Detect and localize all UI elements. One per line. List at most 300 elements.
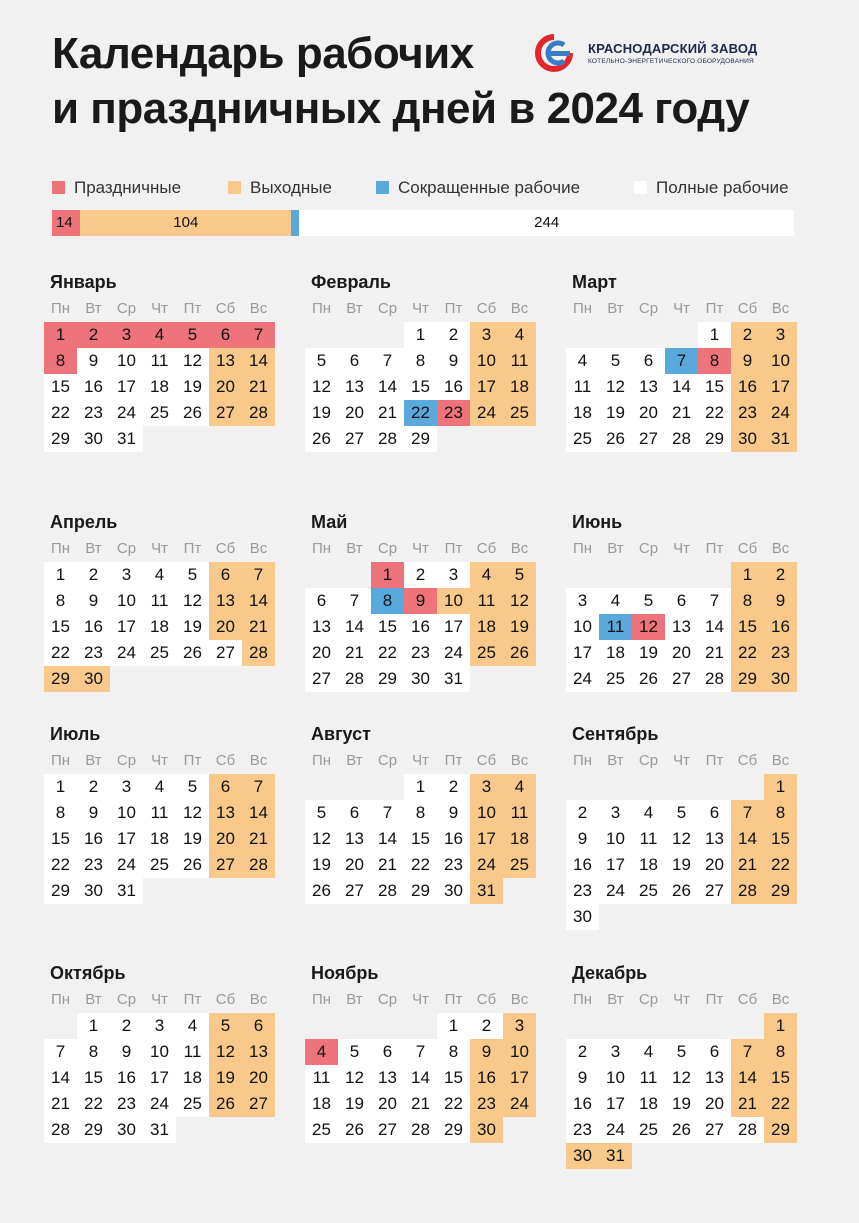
day-cell-weekend: 4 bbox=[503, 322, 536, 348]
day-cell-workday: 14 bbox=[371, 826, 404, 852]
day-cell-workday: 9 bbox=[77, 588, 110, 614]
day-cell-workday: 29 bbox=[404, 426, 437, 452]
day-cell-weekend: 24 bbox=[470, 852, 503, 878]
weekday-header: Вт bbox=[85, 752, 102, 769]
day-cell-weekend: 24 bbox=[503, 1091, 536, 1117]
weekday-header: Чт bbox=[673, 752, 690, 769]
day-cell-workday: 16 bbox=[110, 1065, 143, 1091]
day-cell-workday: 10 bbox=[143, 1039, 176, 1065]
weekday-header: Вт bbox=[607, 991, 624, 1008]
day-cell-workday: 16 bbox=[404, 614, 437, 640]
day-cell-workday: 31 bbox=[110, 878, 143, 904]
day-cell-workday: 25 bbox=[632, 1117, 665, 1143]
day-cell-workday: 4 bbox=[176, 1013, 209, 1039]
day-cell-workday: 11 bbox=[143, 348, 176, 374]
day-cell-workday: 20 bbox=[665, 640, 698, 666]
day-cell-weekend: 13 bbox=[209, 800, 242, 826]
day-cell-workday: 10 bbox=[599, 826, 632, 852]
legend-swatch-holiday bbox=[52, 181, 65, 194]
weekday-header: Чт bbox=[673, 540, 690, 557]
month-name: Ноябрь bbox=[311, 963, 379, 983]
weekday-header: Пт bbox=[705, 300, 724, 317]
day-cell-workday: 14 bbox=[404, 1065, 437, 1091]
day-cell-weekend: 13 bbox=[209, 348, 242, 374]
weekday-header: Ср bbox=[377, 991, 398, 1008]
weekday-header: Вс bbox=[510, 540, 529, 557]
month-name: Май bbox=[311, 512, 348, 532]
day-cell-workday: 8 bbox=[77, 1039, 110, 1065]
day-cell-workday: 25 bbox=[632, 878, 665, 904]
day-cell-weekend: 7 bbox=[731, 1039, 764, 1065]
day-cell-workday: 5 bbox=[665, 800, 698, 826]
day-cell-workday: 22 bbox=[44, 400, 77, 426]
day-cell-weekend: 2 bbox=[764, 562, 797, 588]
weekday-header: Сб bbox=[215, 300, 236, 317]
weekday-header: Вс bbox=[249, 540, 268, 557]
day-cell-workday: 11 bbox=[305, 1065, 338, 1091]
legend-label-full: Полные рабочие bbox=[656, 178, 789, 197]
legend-swatch-full bbox=[634, 181, 647, 194]
weekday-header: Вс bbox=[249, 991, 268, 1008]
day-cell-workday: 13 bbox=[305, 614, 338, 640]
title-line-1: Календарь рабочих bbox=[52, 29, 474, 78]
month-name: Февраль bbox=[311, 272, 391, 292]
day-cell-weekend: 28 bbox=[242, 640, 275, 666]
day-cell-weekend: 2 bbox=[731, 322, 764, 348]
day-cell-workday: 9 bbox=[566, 1065, 599, 1091]
day-cell-workday: 26 bbox=[665, 878, 698, 904]
weekday-header: Чт bbox=[412, 540, 429, 557]
day-cell-workday: 21 bbox=[44, 1091, 77, 1117]
day-cell-workday: 18 bbox=[632, 1091, 665, 1117]
weekday-header: Ср bbox=[377, 300, 398, 317]
day-cell-holiday: 8 bbox=[44, 348, 77, 374]
day-cell-holiday: 4 bbox=[143, 322, 176, 348]
day-cell-weekend: 7 bbox=[242, 774, 275, 800]
day-cell-workday: 26 bbox=[176, 640, 209, 666]
weekday-header: Пн bbox=[572, 752, 593, 769]
weekday-header: Ср bbox=[116, 991, 137, 1008]
day-cell-workday: 29 bbox=[698, 426, 731, 452]
day-cell-short: 8 bbox=[371, 588, 404, 614]
weekday-header: Пн bbox=[50, 300, 71, 317]
day-cell-workday: 24 bbox=[437, 640, 470, 666]
day-cell-weekend: 12 bbox=[209, 1039, 242, 1065]
day-cell-workday: 13 bbox=[371, 1065, 404, 1091]
day-cell-weekend: 24 bbox=[764, 400, 797, 426]
month-name: Январь bbox=[50, 272, 117, 292]
day-cell-weekend: 27 bbox=[209, 852, 242, 878]
day-cell-workday: 5 bbox=[305, 800, 338, 826]
weekday-header: Чт bbox=[151, 991, 168, 1008]
weekday-header: Сб bbox=[737, 300, 758, 317]
day-cell-workday: 9 bbox=[77, 348, 110, 374]
day-cell-weekend: 31 bbox=[764, 426, 797, 452]
day-cell-workday: 15 bbox=[371, 614, 404, 640]
day-cell-workday: 10 bbox=[599, 1065, 632, 1091]
day-cell-weekend: 10 bbox=[470, 348, 503, 374]
day-cell-weekend: 27 bbox=[209, 400, 242, 426]
day-cell-workday: 16 bbox=[437, 826, 470, 852]
weekday-header: Пн bbox=[311, 991, 332, 1008]
day-cell-workday: 28 bbox=[371, 878, 404, 904]
day-cell-workday: 15 bbox=[437, 1065, 470, 1091]
weekday-header: Пн bbox=[50, 991, 71, 1008]
day-cell-workday: 15 bbox=[44, 826, 77, 852]
day-cell-workday: 29 bbox=[44, 878, 77, 904]
day-cell-workday: 22 bbox=[44, 640, 77, 666]
day-cell-workday: 25 bbox=[176, 1091, 209, 1117]
day-cell-workday: 21 bbox=[371, 400, 404, 426]
day-cell-workday: 30 bbox=[77, 426, 110, 452]
day-cell-weekend: 20 bbox=[209, 374, 242, 400]
totals-label-weekend: 104 bbox=[173, 214, 199, 231]
day-cell-workday: 3 bbox=[599, 1039, 632, 1065]
day-cell-workday: 27 bbox=[698, 1117, 731, 1143]
day-cell-workday: 13 bbox=[338, 826, 371, 852]
day-cell-weekend: 16 bbox=[764, 614, 797, 640]
weekday-header: Пт bbox=[183, 540, 202, 557]
day-cell-workday: 10 bbox=[110, 588, 143, 614]
legend-full bbox=[634, 178, 789, 198]
weekday-header: Чт bbox=[151, 540, 168, 557]
legend-swatch-short bbox=[376, 181, 389, 194]
day-cell-weekend: 27 bbox=[242, 1091, 275, 1117]
weekday-header: Чт bbox=[412, 991, 429, 1008]
weekday-header: Вт bbox=[85, 300, 102, 317]
day-cell-workday: 6 bbox=[632, 348, 665, 374]
day-cell-holiday: 8 bbox=[698, 348, 731, 374]
day-cell-workday: 3 bbox=[437, 562, 470, 588]
day-cell-workday: 26 bbox=[305, 426, 338, 452]
day-cell-workday: 19 bbox=[176, 826, 209, 852]
weekday-header: Вс bbox=[249, 300, 268, 317]
day-cell-weekend: 30 bbox=[77, 666, 110, 692]
weekday-header: Ср bbox=[377, 540, 398, 557]
day-cell-workday: 25 bbox=[143, 400, 176, 426]
day-cell-workday: 21 bbox=[338, 640, 371, 666]
day-cell-workday: 4 bbox=[566, 348, 599, 374]
day-cell-workday: 26 bbox=[338, 1117, 371, 1143]
day-cell-workday: 21 bbox=[404, 1091, 437, 1117]
day-cell-workday: 6 bbox=[338, 348, 371, 374]
day-cell-workday: 22 bbox=[698, 400, 731, 426]
weekday-header: Пн bbox=[50, 752, 71, 769]
day-cell-workday: 18 bbox=[143, 374, 176, 400]
day-cell-weekend: 20 bbox=[242, 1065, 275, 1091]
weekday-header: Ср bbox=[638, 752, 659, 769]
day-cell-workday: 19 bbox=[338, 1091, 371, 1117]
day-cell-workday: 3 bbox=[110, 774, 143, 800]
legend-label-weekend: Выходные bbox=[250, 178, 332, 197]
weekday-header: Пн bbox=[311, 540, 332, 557]
day-cell-weekend: 7 bbox=[731, 800, 764, 826]
weekday-header: Вс bbox=[510, 991, 529, 1008]
day-cell-weekend: 17 bbox=[470, 374, 503, 400]
weekday-header: Пт bbox=[183, 991, 202, 1008]
day-cell-holiday: 23 bbox=[437, 400, 470, 426]
day-cell-workday: 1 bbox=[404, 774, 437, 800]
day-cell-workday: 9 bbox=[77, 800, 110, 826]
day-cell-workday: 16 bbox=[437, 374, 470, 400]
day-cell-workday: 6 bbox=[665, 588, 698, 614]
totals-bar bbox=[52, 210, 794, 236]
day-cell-workday: 5 bbox=[176, 562, 209, 588]
day-cell-workday: 17 bbox=[599, 852, 632, 878]
month-2 bbox=[305, 272, 539, 532]
day-cell-workday: 20 bbox=[371, 1091, 404, 1117]
weekday-header: Вс bbox=[771, 540, 790, 557]
day-cell-workday: 27 bbox=[698, 878, 731, 904]
day-cell-workday: 27 bbox=[209, 640, 242, 666]
totals-label-full: 244 bbox=[534, 214, 560, 231]
weekday-header: Ср bbox=[116, 752, 137, 769]
day-cell-workday: 8 bbox=[437, 1039, 470, 1065]
day-cell-weekend: 16 bbox=[731, 374, 764, 400]
day-cell-weekend: 8 bbox=[731, 588, 764, 614]
day-cell-workday: 31 bbox=[143, 1117, 176, 1143]
day-cell-workday: 24 bbox=[566, 666, 599, 692]
day-cell-workday: 17 bbox=[110, 374, 143, 400]
day-cell-weekend: 28 bbox=[242, 400, 275, 426]
day-cell-workday: 1 bbox=[437, 1013, 470, 1039]
totals-segment-holiday bbox=[52, 210, 80, 236]
day-cell-weekend: 29 bbox=[764, 1117, 797, 1143]
day-cell-weekend: 3 bbox=[470, 322, 503, 348]
day-cell-workday: 11 bbox=[566, 374, 599, 400]
day-cell-workday: 11 bbox=[632, 826, 665, 852]
day-cell-workday: 7 bbox=[404, 1039, 437, 1065]
weekday-header: Вт bbox=[346, 540, 363, 557]
day-cell-weekend: 21 bbox=[242, 826, 275, 852]
weekday-header: Чт bbox=[412, 752, 429, 769]
weekday-header: Вс bbox=[771, 991, 790, 1008]
legend bbox=[52, 178, 794, 198]
day-cell-workday: 31 bbox=[110, 426, 143, 452]
day-cell-workday: 9 bbox=[437, 800, 470, 826]
day-cell-workday: 19 bbox=[176, 374, 209, 400]
weekday-header: Пн bbox=[572, 991, 593, 1008]
day-cell-workday: 14 bbox=[698, 614, 731, 640]
day-cell-weekend: 30 bbox=[731, 426, 764, 452]
day-cell-workday: 28 bbox=[44, 1117, 77, 1143]
day-cell-workday: 28 bbox=[731, 1117, 764, 1143]
weekday-header: Сб bbox=[476, 991, 497, 1008]
day-cell-weekend: 6 bbox=[209, 562, 242, 588]
day-cell-workday: 2 bbox=[470, 1013, 503, 1039]
day-cell-holiday: 7 bbox=[242, 322, 275, 348]
day-cell-workday: 27 bbox=[632, 426, 665, 452]
day-cell-workday: 24 bbox=[110, 400, 143, 426]
day-cell-workday: 27 bbox=[371, 1117, 404, 1143]
month-name: Март bbox=[572, 272, 617, 292]
day-cell-workday: 18 bbox=[566, 400, 599, 426]
day-cell-weekend: 25 bbox=[470, 640, 503, 666]
day-cell-weekend: 11 bbox=[503, 348, 536, 374]
weekday-header: Пт bbox=[705, 991, 724, 1008]
weekday-header: Ср bbox=[116, 540, 137, 557]
logo-subtitle: КОТЕЛЬНО-ЭНЕРГЕТИЧЕСКОГО ОБОРУДОВАНИЯ bbox=[588, 58, 754, 65]
weekday-header: Чт bbox=[151, 752, 168, 769]
day-cell-weekend: 1 bbox=[764, 774, 797, 800]
day-cell-workday: 21 bbox=[371, 852, 404, 878]
day-cell-workday: 14 bbox=[371, 374, 404, 400]
day-cell-workday: 30 bbox=[437, 878, 470, 904]
day-cell-workday: 31 bbox=[437, 666, 470, 692]
day-cell-workday: 26 bbox=[665, 1117, 698, 1143]
day-cell-weekend: 8 bbox=[764, 800, 797, 826]
day-cell-workday: 4 bbox=[632, 800, 665, 826]
day-cell-workday: 24 bbox=[110, 640, 143, 666]
day-cell-workday: 10 bbox=[566, 614, 599, 640]
legend-label-short: Сокращенные рабочие bbox=[398, 178, 581, 197]
day-cell-workday: 12 bbox=[176, 348, 209, 374]
day-cell-workday: 5 bbox=[632, 588, 665, 614]
day-cell-weekend: 16 bbox=[470, 1065, 503, 1091]
weekday-header: Пт bbox=[705, 752, 724, 769]
weekday-header: Пн bbox=[572, 540, 593, 557]
month-name: Апрель bbox=[50, 512, 118, 532]
day-cell-workday: 3 bbox=[599, 800, 632, 826]
weekday-header: Вт bbox=[346, 752, 363, 769]
day-cell-weekend: 18 bbox=[503, 374, 536, 400]
day-cell-workday: 12 bbox=[176, 800, 209, 826]
day-cell-weekend: 5 bbox=[503, 562, 536, 588]
weekday-header: Пт bbox=[705, 540, 724, 557]
day-cell-weekend: 8 bbox=[764, 1039, 797, 1065]
day-cell-workday: 16 bbox=[566, 1091, 599, 1117]
day-cell-short: 7 bbox=[665, 348, 698, 374]
day-cell-workday: 14 bbox=[44, 1065, 77, 1091]
day-cell-weekend: 15 bbox=[731, 614, 764, 640]
day-cell-weekend: 6 bbox=[209, 774, 242, 800]
weekday-header: Вс bbox=[249, 752, 268, 769]
day-cell-workday: 22 bbox=[404, 852, 437, 878]
day-cell-workday: 11 bbox=[143, 588, 176, 614]
day-cell-workday: 26 bbox=[176, 400, 209, 426]
day-cell-workday: 15 bbox=[44, 614, 77, 640]
weekday-header: Чт bbox=[673, 300, 690, 317]
weekday-header: Пт bbox=[183, 752, 202, 769]
weekday-header: Вт bbox=[607, 752, 624, 769]
day-cell-workday: 19 bbox=[665, 1091, 698, 1117]
day-cell-weekend: 23 bbox=[764, 640, 797, 666]
day-cell-weekend: 30 bbox=[470, 1117, 503, 1143]
day-cell-workday: 23 bbox=[77, 400, 110, 426]
day-cell-weekend: 14 bbox=[731, 1065, 764, 1091]
day-cell-weekend: 1 bbox=[764, 1013, 797, 1039]
day-cell-workday: 16 bbox=[566, 852, 599, 878]
day-cell-workday: 24 bbox=[599, 878, 632, 904]
day-cell-weekend: 3 bbox=[503, 1013, 536, 1039]
day-cell-workday: 29 bbox=[437, 1117, 470, 1143]
weekday-header: Вс bbox=[771, 752, 790, 769]
day-cell-workday: 14 bbox=[338, 614, 371, 640]
day-cell-workday: 27 bbox=[665, 666, 698, 692]
weekday-header: Ср bbox=[638, 991, 659, 1008]
day-cell-workday: 5 bbox=[176, 774, 209, 800]
day-cell-workday: 3 bbox=[566, 588, 599, 614]
day-cell-workday: 24 bbox=[599, 1117, 632, 1143]
day-cell-weekend: 25 bbox=[503, 852, 536, 878]
month-name: Август bbox=[311, 724, 371, 744]
day-cell-workday: 15 bbox=[77, 1065, 110, 1091]
day-cell-workday: 20 bbox=[305, 640, 338, 666]
day-cell-weekend: 10 bbox=[503, 1039, 536, 1065]
day-cell-workday: 20 bbox=[698, 852, 731, 878]
day-cell-workday: 2 bbox=[77, 562, 110, 588]
day-cell-workday: 9 bbox=[566, 826, 599, 852]
month-name: Сентябрь bbox=[572, 724, 659, 744]
day-cell-weekend: 9 bbox=[470, 1039, 503, 1065]
day-cell-workday: 27 bbox=[338, 878, 371, 904]
weekday-header: Ср bbox=[638, 540, 659, 557]
day-cell-weekend: 5 bbox=[209, 1013, 242, 1039]
day-cell-workday: 1 bbox=[44, 562, 77, 588]
day-cell-workday: 24 bbox=[110, 852, 143, 878]
day-cell-workday: 13 bbox=[698, 826, 731, 852]
weekday-header: Вт bbox=[85, 540, 102, 557]
day-cell-workday: 23 bbox=[437, 852, 470, 878]
day-cell-workday: 15 bbox=[698, 374, 731, 400]
weekday-header: Вт bbox=[607, 300, 624, 317]
day-cell-weekend: 23 bbox=[731, 400, 764, 426]
day-cell-workday: 6 bbox=[698, 1039, 731, 1065]
day-cell-workday: 17 bbox=[437, 614, 470, 640]
day-cell-holiday: 3 bbox=[110, 322, 143, 348]
day-cell-workday: 25 bbox=[305, 1117, 338, 1143]
day-cell-weekend: 17 bbox=[470, 826, 503, 852]
weekday-header: Пн bbox=[572, 300, 593, 317]
day-cell-weekend: 31 bbox=[470, 878, 503, 904]
day-cell-workday: 4 bbox=[143, 562, 176, 588]
day-cell-workday: 7 bbox=[371, 348, 404, 374]
day-cell-workday: 30 bbox=[404, 666, 437, 692]
day-cell-workday: 3 bbox=[143, 1013, 176, 1039]
day-cell-weekend: 26 bbox=[503, 640, 536, 666]
day-cell-workday: 20 bbox=[632, 400, 665, 426]
weekday-header: Сб bbox=[737, 752, 758, 769]
day-cell-weekend: 22 bbox=[731, 640, 764, 666]
month-8 bbox=[305, 724, 539, 984]
day-cell-workday: 15 bbox=[404, 826, 437, 852]
day-cell-workday: 5 bbox=[338, 1039, 371, 1065]
day-cell-workday: 23 bbox=[77, 640, 110, 666]
day-cell-workday: 13 bbox=[665, 614, 698, 640]
day-cell-holiday: 1 bbox=[371, 562, 404, 588]
weekday-header: Сб bbox=[476, 752, 497, 769]
day-cell-workday: 7 bbox=[44, 1039, 77, 1065]
weekday-header: Вс bbox=[771, 300, 790, 317]
legend-swatch-weekend bbox=[228, 181, 241, 194]
month-11 bbox=[305, 963, 539, 1223]
weekday-header: Пн bbox=[311, 300, 332, 317]
day-cell-weekend: 23 bbox=[470, 1091, 503, 1117]
weekday-header: Сб bbox=[737, 540, 758, 557]
day-cell-weekend: 25 bbox=[503, 400, 536, 426]
day-cell-workday: 20 bbox=[698, 1091, 731, 1117]
day-cell-workday: 13 bbox=[698, 1065, 731, 1091]
day-cell-workday: 13 bbox=[632, 374, 665, 400]
day-cell-workday: 30 bbox=[77, 878, 110, 904]
day-cell-workday: 9 bbox=[437, 348, 470, 374]
legend-weekend bbox=[228, 178, 332, 198]
day-cell-weekend: 18 bbox=[503, 826, 536, 852]
company-logo bbox=[534, 33, 834, 73]
legend-holiday bbox=[52, 178, 181, 198]
day-cell-workday: 4 bbox=[143, 774, 176, 800]
day-cell-holiday: 6 bbox=[209, 322, 242, 348]
